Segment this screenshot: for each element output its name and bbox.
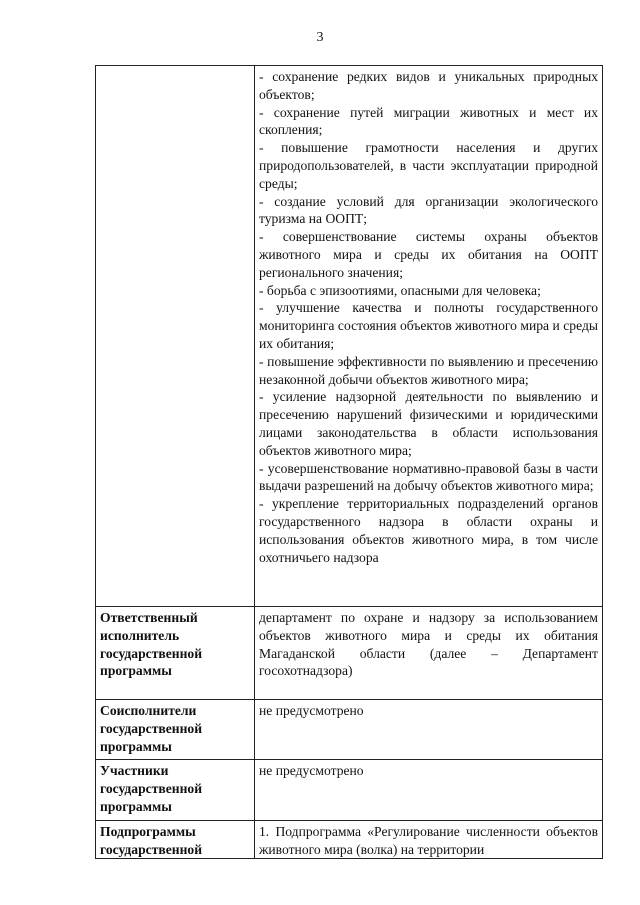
- objective-item: - повышение грамотности населения и других природопользователей, в части эксплуатации природной среды;: [259, 140, 598, 191]
- table-row-co-executors: [96, 700, 603, 760]
- objective-item: - улучшение качества и полноты государственного мониторинга состояния объектов животного мира и среды их обитания;: [259, 300, 598, 351]
- objective-item: - усовершенствование нормативно-правовой базы в части выдачи разрешений на добычу объектов животного мира;: [259, 460, 598, 494]
- page-number: 3: [316, 30, 324, 45]
- objective-item: - укрепление территориальных подразделений органов государственного надзора в области охраны и использования объектов животного мира, в том числе охотничьего надзора: [259, 496, 598, 565]
- row-label: Соисполнители государственной программы: [96, 700, 255, 760]
- objective-item: - совершенствование системы охраны объектов животного мира и среды их обитания на ООПТ регионального значения;: [259, 229, 598, 280]
- objective-item: - повышение эффективности по выявлению и пресечению незаконной добычи объектов животного мира;: [259, 353, 598, 387]
- row-value: не предусмотрено: [255, 700, 603, 760]
- row-label: Участники государственной программы: [96, 760, 255, 820]
- table-row-participants: [96, 760, 603, 820]
- table-row-responsible-executor: [96, 607, 603, 700]
- objective-item: - сохранение путей миграции животных и мест их скопления;: [259, 104, 598, 138]
- objective-item: - сохранение редких видов и уникальных природных объектов;: [259, 69, 598, 102]
- objective-item: - создание условий для организации экологического туризма на ООПТ;: [259, 193, 598, 227]
- row-value: 1. Подпрограмма «Регулирование численности объектов животного мира (волка) на территории: [255, 820, 603, 859]
- program-passport-table: [95, 65, 603, 859]
- table-row-subprograms: [96, 820, 603, 859]
- objective-item: - борьба с эпизоотиями, опасными для человека;: [259, 282, 541, 298]
- row-value: департамент по охране и надзору за использованием объектов животного мира и среды их обитания Магаданской области (далее – Департамент госохотнадзора): [255, 607, 603, 700]
- table-row-objectives: [96, 66, 603, 607]
- row-value: не предусмотрено: [255, 760, 603, 820]
- row-label: [96, 66, 255, 607]
- row-label: Ответственный исполнитель государственной программы: [96, 607, 255, 700]
- row-label: Подпрограммы государственной: [96, 820, 255, 859]
- objective-item: - усиление надзорной деятельности по выявлению и пресечению нарушений физическими и юридическими лицами законодательства в области использования объектов животного мира;: [259, 389, 598, 458]
- row-value: [255, 66, 603, 607]
